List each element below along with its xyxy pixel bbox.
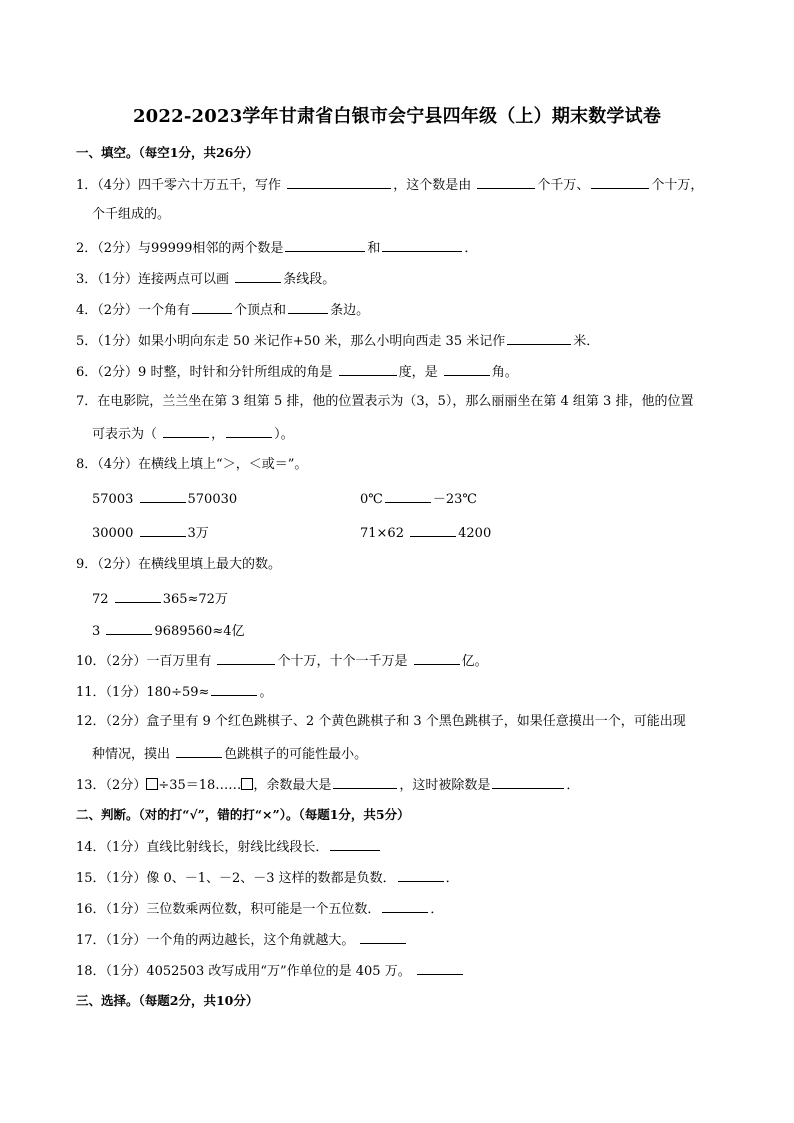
answer-blank[interactable] (163, 424, 209, 438)
question-17: 17．（1分）一个角的两边越长，这个角就越大。 (76, 930, 408, 950)
answer-blank[interactable] (106, 621, 152, 635)
question-1-cont: 个千组成的。 (92, 207, 171, 222)
section-fill-in-heading: 一、填空。（每空1分，共26分） (76, 145, 259, 160)
answer-blank[interactable] (492, 775, 564, 789)
answer-blank[interactable] (140, 523, 186, 537)
question-11: 11．（1分）180÷59≈ 。 (76, 682, 272, 702)
square-box-icon (241, 778, 253, 790)
answer-blank[interactable] (285, 238, 365, 252)
answer-blank[interactable] (444, 362, 490, 376)
answer-blank[interactable] (115, 589, 161, 603)
answer-blank[interactable] (330, 837, 380, 851)
question-8-row1-left: 57003 570030 (92, 489, 237, 509)
answer-blank[interactable] (333, 775, 397, 789)
question-9-row2: 3 9689560≈4亿 (92, 621, 244, 641)
question-3: 3．（1分）连接两点可以画 条线段。 (76, 269, 335, 289)
question-7: 7．在电影院，兰兰坐在第 3 组第 5 排，他的位置表示为（3，5），那么丽丽坐在第 4 组第 3 排，他的位置 (76, 394, 694, 409)
question-5: 5．（1分）如果小明向东走 50 米记作+50 米，那么小明向西走 35 米记作 米． (76, 331, 599, 351)
question-14: 14．（1分）直线比射线长，射线比线段长． (76, 837, 382, 857)
question-2: 2．（2分）与99999相邻的两个数是 和 ． (76, 238, 477, 258)
question-13: 13．（2分） ÷35＝18…… ，余数最大是 ，这时被除数是 ． (76, 775, 579, 795)
answer-blank[interactable] (192, 300, 232, 314)
answer-blank[interactable] (591, 175, 649, 189)
answer-blank[interactable] (287, 175, 391, 189)
answer-blank[interactable] (477, 175, 535, 189)
answer-blank[interactable] (382, 899, 428, 913)
answer-blank[interactable] (507, 331, 571, 345)
question-7-cont: 可表示为（ ， ）。 (92, 424, 294, 444)
question-12: 12．（2分）盒子里有 9 个红色跳棋子、2 个黄色跳棋子和 3 个黑色跳棋子，如果任意摸出一个，可能出现 (76, 714, 686, 729)
answer-blank[interactable] (235, 269, 281, 283)
answer-blank[interactable] (382, 238, 462, 252)
question-8-row2-right: 71×62 4200 (360, 523, 491, 543)
answer-blank[interactable] (288, 300, 328, 314)
question-8-row1-right: 0℃ －23℃ (360, 489, 477, 509)
question-4: 4．（2分）一个角有 个顶点和 条边。 (76, 300, 369, 320)
answer-blank[interactable] (217, 651, 275, 665)
question-1: 1．（4分）四千零六十万五千，写作 ，这个数是由 个千万、 个十万， (76, 175, 703, 195)
answer-blank[interactable] (417, 961, 463, 975)
answer-blank[interactable] (226, 424, 272, 438)
question-12-cont: 种情况，摸出 色跳棋子的可能性最小。 (92, 744, 367, 764)
answer-blank[interactable] (140, 489, 186, 503)
answer-blank[interactable] (176, 744, 222, 758)
question-10: 10．（2分）一百万里有 个十万，十个一千万是 亿。 (76, 651, 488, 671)
answer-blank[interactable] (211, 682, 257, 696)
answer-blank[interactable] (414, 651, 460, 665)
square-box-icon (146, 778, 158, 790)
question-15: 15．（1分）像 0、－1、－2、－3 这样的数都是负数． ． (76, 868, 459, 888)
answer-blank[interactable] (410, 523, 456, 537)
section-judge-heading: 二、判断。（对的打“√”，错的打“×”）。（每题1分，共5分） (76, 807, 410, 822)
answer-blank[interactable] (398, 868, 444, 882)
question-8-row2-left: 30000 3万 (92, 523, 209, 543)
answer-blank[interactable] (360, 930, 406, 944)
question-16: 16．（1分）三位数乘两位数，积可能是一个五位数． ． (76, 899, 443, 919)
question-18: 18．（1分）4052503 改写成用“万”作单位的是 405 万。 (76, 961, 465, 981)
answer-blank[interactable] (385, 489, 431, 503)
answer-blank[interactable] (339, 362, 397, 376)
question-6: 6．（2分）9 时整，时针和分针所组成的角是 度，是 角。 (76, 362, 518, 382)
question-9-row1: 72 365≈72万 (92, 589, 228, 609)
page-title: 2022-2023学年甘肃省白银市会宁县四年级（上）期末数学试卷 (132, 106, 662, 127)
question-8: 8．（4分）在横线上填上“＞，＜或＝”。 (76, 457, 308, 472)
question-9: 9．（2分）在横线里填上最大的数。 (76, 557, 282, 572)
section-choice-heading: 三、选择。（每题2分，共10分） (76, 993, 259, 1008)
